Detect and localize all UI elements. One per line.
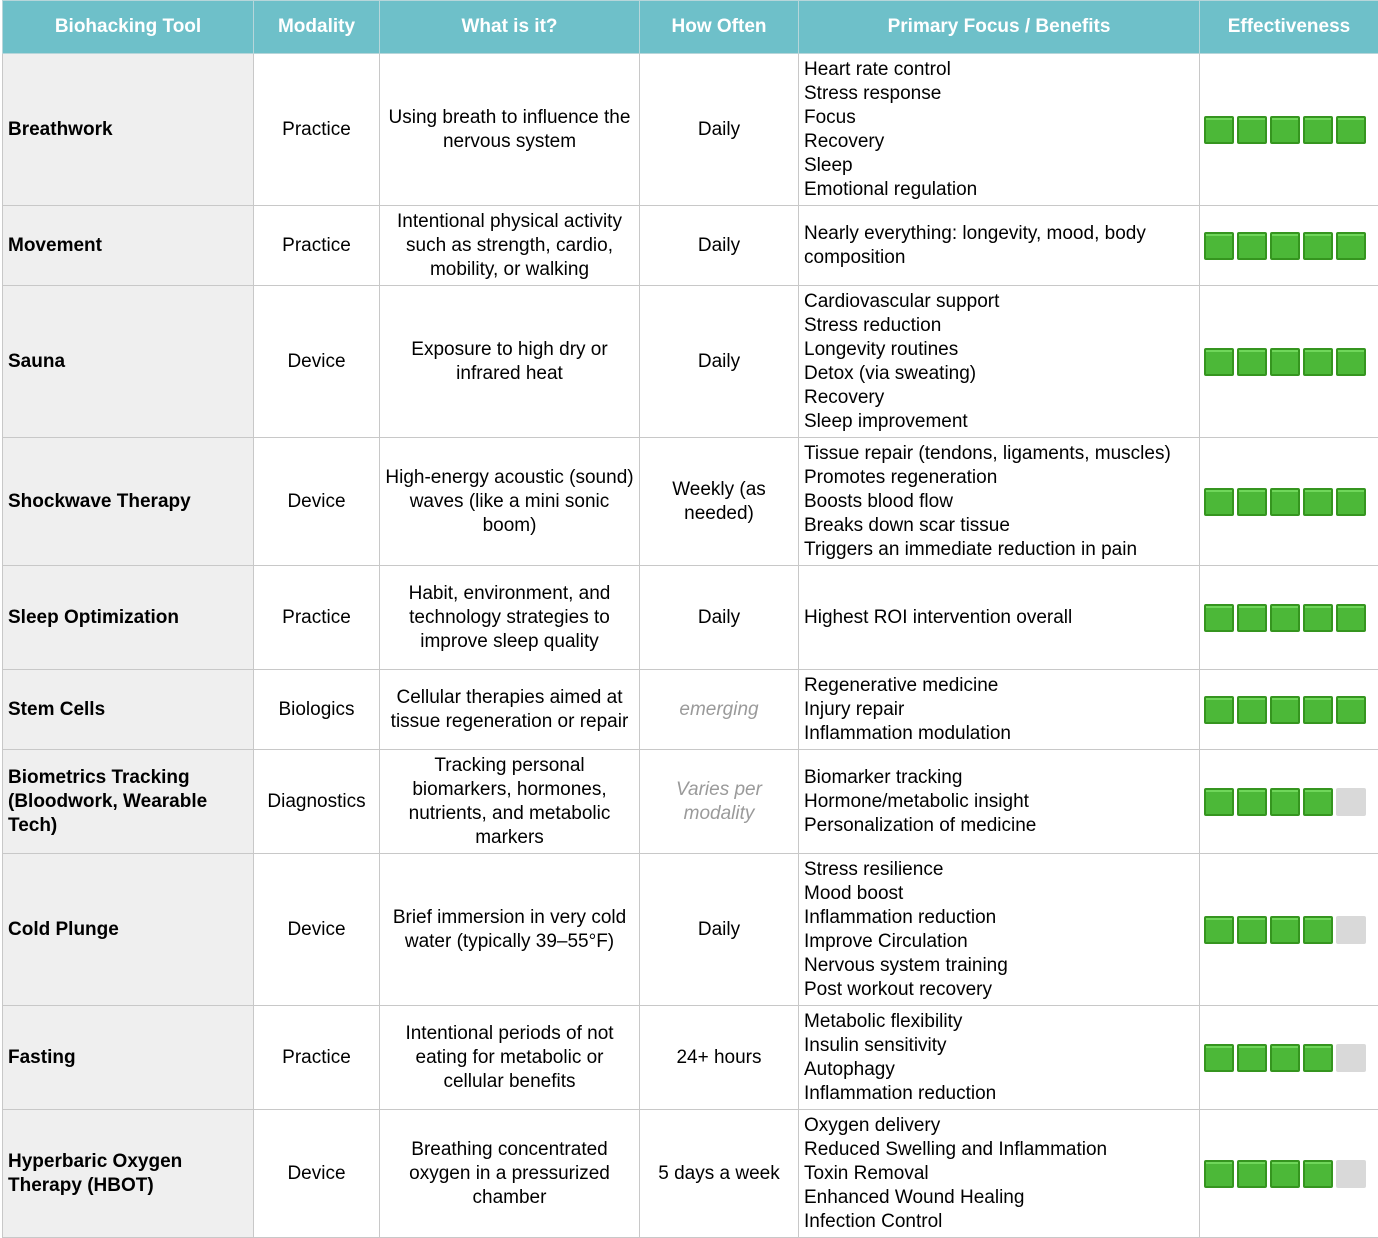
table-row <box>3 1110 1378 1238</box>
effectiveness-segment-empty <box>1336 1160 1366 1188</box>
benefit-item: Stress response <box>804 82 1194 106</box>
benefit-item: Nervous system training <box>804 954 1194 978</box>
effectiveness-segment-filled <box>1303 916 1333 944</box>
header-how-often: How Often <box>640 1 799 54</box>
benefit-item: Toxin Removal <box>804 1162 1194 1186</box>
how-often-cell: Daily <box>640 854 799 1006</box>
effectiveness-segment-filled <box>1237 604 1267 632</box>
benefit-item: Mood boost <box>804 882 1194 906</box>
benefit-item: Recovery <box>804 130 1194 154</box>
table-row <box>3 286 1378 438</box>
effectiveness-segment-filled <box>1270 488 1300 516</box>
effectiveness-bar <box>1204 1160 1374 1188</box>
effectiveness-bar <box>1204 1044 1374 1072</box>
how-often-cell: Daily <box>640 54 799 206</box>
effectiveness-segment-filled <box>1237 916 1267 944</box>
effectiveness-segment-filled <box>1336 348 1366 376</box>
effectiveness-segment-filled <box>1237 696 1267 724</box>
benefits-cell <box>799 566 1200 670</box>
benefit-item: Insulin sensitivity <box>804 1034 1194 1058</box>
effectiveness-segment-filled <box>1204 1044 1234 1072</box>
effectiveness-segment-filled <box>1237 116 1267 144</box>
effectiveness-segment-filled <box>1303 788 1333 816</box>
benefit-item: Post workout recovery <box>804 978 1194 1002</box>
description-cell: Exposure to high dry or infrared heat <box>380 286 640 438</box>
effectiveness-segment-filled <box>1303 604 1333 632</box>
effectiveness-segment-filled <box>1336 232 1366 260</box>
benefits-cell <box>799 206 1200 286</box>
benefit-item: Sleep <box>804 154 1194 178</box>
effectiveness-cell <box>1200 1006 1378 1110</box>
benefit-item: Stress reduction <box>804 314 1194 338</box>
benefits-cell <box>799 670 1200 750</box>
benefit-item: Highest ROI intervention overall <box>804 606 1194 630</box>
effectiveness-segment-filled <box>1204 788 1234 816</box>
table-body <box>3 54 1378 1238</box>
effectiveness-segment-filled <box>1237 232 1267 260</box>
benefit-item: Breaks down scar tissue <box>804 514 1194 538</box>
effectiveness-segment-filled <box>1270 1044 1300 1072</box>
benefit-item: Cardiovascular support <box>804 290 1194 314</box>
modality-cell: Device <box>254 854 380 1006</box>
tool-name-cell: Stem Cells <box>3 670 254 750</box>
effectiveness-segment-filled <box>1270 604 1300 632</box>
benefit-item: Reduced Swelling and Inflammation <box>804 1138 1194 1162</box>
benefit-item: Emotional regulation <box>804 178 1194 202</box>
tool-name-cell: Fasting <box>3 1006 254 1110</box>
how-often-cell: Varies per modality <box>640 750 799 854</box>
effectiveness-bar <box>1204 916 1374 944</box>
effectiveness-segment-empty <box>1336 788 1366 816</box>
description-cell: High-energy acoustic (sound) waves (like a mini sonic boom) <box>380 438 640 566</box>
effectiveness-segment-filled <box>1270 116 1300 144</box>
benefit-item: Autophagy <box>804 1058 1194 1082</box>
effectiveness-segment-filled <box>1336 116 1366 144</box>
benefit-item: Metabolic flexibility <box>804 1010 1194 1034</box>
benefit-item: Recovery <box>804 386 1194 410</box>
tool-name-cell: Sauna <box>3 286 254 438</box>
modality-cell: Practice <box>254 1006 380 1110</box>
description-cell: Cellular therapies aimed at tissue regeneration or repair <box>380 670 640 750</box>
benefit-item: Tissue repair (tendons, ligaments, muscles) <box>804 442 1194 466</box>
benefit-item: Enhanced Wound Healing <box>804 1186 1194 1210</box>
effectiveness-bar <box>1204 232 1374 260</box>
benefit-item: Oxygen delivery <box>804 1114 1194 1138</box>
benefit-item: Improve Circulation <box>804 930 1194 954</box>
effectiveness-segment-filled <box>1237 348 1267 376</box>
effectiveness-segment-filled <box>1204 116 1234 144</box>
header-benefits: Primary Focus / Benefits <box>799 1 1200 54</box>
benefit-item: Inflammation reduction <box>804 906 1194 930</box>
benefit-item: Promotes regeneration <box>804 466 1194 490</box>
benefit-item: Longevity routines <box>804 338 1194 362</box>
effectiveness-segment-filled <box>1270 348 1300 376</box>
effectiveness-segment-filled <box>1303 488 1333 516</box>
effectiveness-segment-filled <box>1204 696 1234 724</box>
effectiveness-segment-filled <box>1336 488 1366 516</box>
benefit-item: Triggers an immediate reduction in pain <box>804 538 1194 562</box>
header-row <box>3 1 1378 54</box>
effectiveness-cell <box>1200 750 1378 854</box>
tool-name-cell: Movement <box>3 206 254 286</box>
effectiveness-segment-filled <box>1336 696 1366 724</box>
how-often-cell: Weekly (as needed) <box>640 438 799 566</box>
effectiveness-bar <box>1204 788 1374 816</box>
effectiveness-segment-empty <box>1336 916 1366 944</box>
effectiveness-segment-filled <box>1204 1160 1234 1188</box>
effectiveness-segment-filled <box>1303 696 1333 724</box>
effectiveness-bar <box>1204 696 1374 724</box>
benefits-cell <box>799 1110 1200 1238</box>
modality-cell: Practice <box>254 566 380 670</box>
table-row <box>3 750 1378 854</box>
effectiveness-cell <box>1200 286 1378 438</box>
benefit-item: Sleep improvement <box>804 410 1194 434</box>
effectiveness-bar <box>1204 348 1374 376</box>
table-row <box>3 1006 1378 1110</box>
description-cell: Brief immersion in very cold water (typically 39–55°F) <box>380 854 640 1006</box>
description-cell: Intentional periods of not eating for metabolic or cellular benefits <box>380 1006 640 1110</box>
effectiveness-segment-empty <box>1336 1044 1366 1072</box>
table-row <box>3 206 1378 286</box>
effectiveness-segment-filled <box>1237 488 1267 516</box>
header-tool: Biohacking Tool <box>3 1 254 54</box>
benefit-item: Personalization of medicine <box>804 814 1194 838</box>
benefit-item: Focus <box>804 106 1194 130</box>
effectiveness-segment-filled <box>1303 1160 1333 1188</box>
effectiveness-segment-filled <box>1204 348 1234 376</box>
benefits-cell <box>799 438 1200 566</box>
effectiveness-segment-filled <box>1204 916 1234 944</box>
modality-cell: Device <box>254 286 380 438</box>
benefits-cell <box>799 854 1200 1006</box>
effectiveness-segment-filled <box>1204 232 1234 260</box>
effectiveness-segment-filled <box>1237 1044 1267 1072</box>
benefit-item: Nearly everything: longevity, mood, body <box>804 222 1194 246</box>
effectiveness-segment-filled <box>1336 604 1366 632</box>
how-often-cell: emerging <box>640 670 799 750</box>
effectiveness-cell <box>1200 670 1378 750</box>
benefit-item: Boosts blood flow <box>804 490 1194 514</box>
effectiveness-segment-filled <box>1303 116 1333 144</box>
benefit-item: Infection Control <box>804 1210 1194 1234</box>
benefit-item: Biomarker tracking <box>804 766 1194 790</box>
how-often-cell: Daily <box>640 566 799 670</box>
modality-cell: Practice <box>254 206 380 286</box>
effectiveness-segment-filled <box>1270 788 1300 816</box>
benefit-item: Hormone/metabolic insight <box>804 790 1194 814</box>
tool-name-cell: Shockwave Therapy <box>3 438 254 566</box>
benefit-item: Regenerative medicine <box>804 674 1194 698</box>
effectiveness-segment-filled <box>1303 348 1333 376</box>
benefit-item: Stress resilience <box>804 858 1194 882</box>
benefit-item: Inflammation reduction <box>804 1082 1194 1106</box>
benefit-item: Heart rate control <box>804 58 1194 82</box>
description-cell: Intentional physical activity such as strength, cardio, mobility, or walking <box>380 206 640 286</box>
benefit-item: Inflammation modulation <box>804 722 1194 746</box>
modality-cell: Device <box>254 1110 380 1238</box>
table-row <box>3 438 1378 566</box>
effectiveness-cell <box>1200 1110 1378 1238</box>
effectiveness-segment-filled <box>1270 232 1300 260</box>
effectiveness-segment-filled <box>1270 1160 1300 1188</box>
how-often-cell: 24+ hours <box>640 1006 799 1110</box>
benefits-cell <box>799 286 1200 438</box>
table-row <box>3 670 1378 750</box>
effectiveness-cell <box>1200 438 1378 566</box>
effectiveness-bar <box>1204 116 1374 144</box>
table-row <box>3 566 1378 670</box>
header-what: What is it? <box>380 1 640 54</box>
benefit-item: Detox (via sweating) <box>804 362 1194 386</box>
table-row <box>3 854 1378 1006</box>
how-often-cell: 5 days a week <box>640 1110 799 1238</box>
how-often-cell: Daily <box>640 206 799 286</box>
benefits-cell <box>799 750 1200 854</box>
modality-cell: Device <box>254 438 380 566</box>
effectiveness-bar <box>1204 488 1374 516</box>
tool-name-cell: Hyperbaric Oxygen Therapy (HBOT) <box>3 1110 254 1238</box>
description-cell: Tracking personal biomarkers, hormones, nutrients, and metabolic markers <box>380 750 640 854</box>
description-cell: Habit, environment, and technology strategies to improve sleep quality <box>380 566 640 670</box>
how-often-cell: Daily <box>640 286 799 438</box>
biohacking-table <box>2 0 1378 1238</box>
header-effectiveness: Effectiveness <box>1200 1 1378 54</box>
effectiveness-cell <box>1200 206 1378 286</box>
header-modality: Modality <box>254 1 380 54</box>
effectiveness-cell <box>1200 854 1378 1006</box>
description-cell: Using breath to influence the nervous system <box>380 54 640 206</box>
benefit-item: Injury repair <box>804 698 1194 722</box>
effectiveness-segment-filled <box>1237 788 1267 816</box>
tool-name-cell: Sleep Optimization <box>3 566 254 670</box>
effectiveness-segment-filled <box>1204 604 1234 632</box>
effectiveness-segment-filled <box>1270 696 1300 724</box>
benefits-cell <box>799 1006 1200 1110</box>
effectiveness-segment-filled <box>1303 232 1333 260</box>
effectiveness-segment-filled <box>1237 1160 1267 1188</box>
benefits-cell <box>799 54 1200 206</box>
tool-name-cell: Breathwork <box>3 54 254 206</box>
effectiveness-cell <box>1200 54 1378 206</box>
benefit-item: composition <box>804 246 1194 270</box>
effectiveness-segment-filled <box>1204 488 1234 516</box>
modality-cell: Biologics <box>254 670 380 750</box>
effectiveness-segment-filled <box>1303 1044 1333 1072</box>
modality-cell: Practice <box>254 54 380 206</box>
tool-name-cell: Cold Plunge <box>3 854 254 1006</box>
effectiveness-cell <box>1200 566 1378 670</box>
tool-name-cell: Biometrics Tracking (Bloodwork, Wearable Tech) <box>3 750 254 854</box>
effectiveness-segment-filled <box>1270 916 1300 944</box>
table-row <box>3 54 1378 206</box>
effectiveness-bar <box>1204 604 1374 632</box>
modality-cell: Diagnostics <box>254 750 380 854</box>
description-cell: Breathing concentrated oxygen in a pressurized chamber <box>380 1110 640 1238</box>
